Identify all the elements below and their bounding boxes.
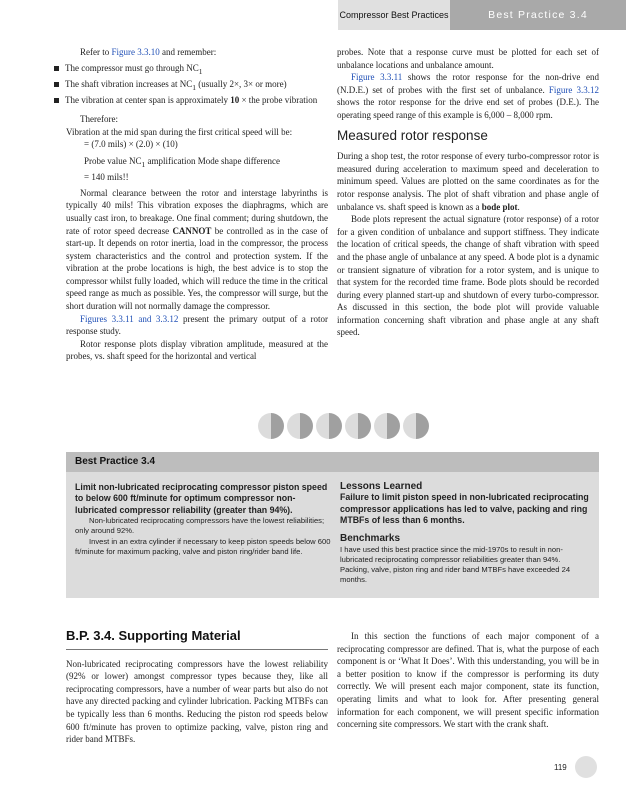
supporting-left [66, 630, 328, 746]
figure-link[interactable]: Figure 3.3.10 [111, 47, 160, 57]
equation-1: = (7.0 mils) × (2.0) × (10) [84, 139, 178, 150]
half-circle-icon [258, 413, 284, 439]
left-column [66, 46, 328, 363]
section-divider-dots [258, 413, 429, 439]
figure-link[interactable]: Figure 3.3.12 [548, 84, 599, 95]
bullet-square-icon [54, 98, 59, 103]
equation-labels: Probe value $NC_1$ amplification Mode shape difference [84, 155, 281, 169]
half-circle-icon [287, 413, 313, 439]
lessons-learned-title: Lessons Learned [340, 481, 423, 492]
supporting-right [337, 630, 599, 731]
page-number: 119 [554, 756, 604, 778]
figure-link[interactable]: Figure 3.3.11 [351, 72, 403, 83]
running-header-badge: Best Practice 3.4 [450, 0, 626, 30]
paragraph-probes: probes. Note that a response curve must be plotted for each set of unbalance locations and unbalance amount. [337, 47, 599, 70]
bullet-item: The shaft vibration increases at $NC_1$ (usually 2×, 3× or more) [54, 78, 328, 94]
heading-rule [66, 649, 328, 650]
section-heading: Measured rotor response [337, 127, 488, 143]
paragraph-rotor-response: Rotor response plots display vibration amplitude, measured at the probes, vs. shaft speed for the horizontal and vertical [66, 338, 328, 362]
benchmarks-title: Benchmarks [340, 533, 401, 545]
half-circle-icon [374, 413, 400, 439]
right-column [337, 46, 599, 339]
running-header-section: Compressor Best Practices [338, 0, 450, 30]
best-practice-left [75, 482, 333, 557]
intro-line: Refer to Figure 3.3.10 and remember: [80, 47, 217, 57]
half-circle-icon [316, 413, 342, 439]
supporting-left-text: Non-lubricated reciprocating compressors have the lowest reliability (92% or lower) amongst compressor types because they, like all reciprocating compressors, have a number of wear parts but also do not have any directed packing and cylinder lubrication. Packing MTBFs can be typically less than 6 months. Reducing the piston rod speeds below 600 ft/minute has proven to optimize packing, valve, piston ring and rider band MTBFs. [66, 658, 328, 745]
lessons-learned-text: Failure to limit piston speed in non-lubricated reciprocating compressor applications has led to valve, packing and ring MTBFs of less than 6 months. [340, 492, 589, 526]
best-practice-para: Non-lubricated reciprocating compressors have the lowest reliabilities; only around 92%. [75, 516, 325, 536]
half-circle-icon [345, 413, 371, 439]
benchmarks-text: I have used this best practice since the mid-1970s to result in non-lubricated reciprocating compressor reliabilities greater than 94%. Packing, valve, piston ring and rider band MTBFs have exceeded 24 months. [340, 544, 571, 585]
supporting-right-text: In this section the functions of each major component of a reciprocating compressor are defined. That is, what the purpose of each component is or ‘What It Does’. With this understanding, you will be in a better position to know if the compressor is performing its duty correctly. We will present each major component, state its function, operating limits and what to look for. After presenting general information for each component, we will present specific information concerning site compressors. We start with the crank shaft. [337, 631, 599, 730]
paragraph-shop-test: During a shop test, the rotor response of every turbo-compressor rotor is measured during acceleration to maximum speed and deceleration to minimum speed. Values are plotted on the same coordinates as for the rotor response analysis. The plot of shaft vibration and phase angle of unbalance vs. shaft speed is known as a bode plot. [337, 151, 599, 212]
equation-2: = 140 mils!! [84, 172, 129, 183]
page-circle-icon [575, 756, 597, 778]
best-practice-title: Best Practice 3.4 [66, 452, 599, 472]
bullet-item: The compressor must go through $NC_1$ [54, 62, 328, 78]
therefore-line: Therefore: [80, 113, 118, 124]
half-circle-icon [403, 413, 429, 439]
vibration-statement: Vibration at the mid span during the first critical speed will be: [66, 126, 293, 137]
best-practice-right [340, 482, 590, 585]
paragraph-clearance: Normal clearance between the rotor and interstage labyrinths is typically 40 mils! This vibration exposes the diaphragms, which are usually cast iron, to breakage. One final comment; during shutdown, the rate of rotor speed decrease CANNOT be controlled as in the case of start-up. It depends on rotor inertia, load in the compressor, the process system characteristics and the control and protection system. If the vibration at the probe locations is high, the best advice is to stop the compressor whilst fully loaded, which will reduce the time in the critical speed range as much as possible. Yes, the compressor will surge, but the short duration will not normally damage the compressor. [66, 187, 328, 312]
paragraph-bode-plots: Bode plots represent the actual signature (rotor response) of a rotor for a given condition of unbalance and support stiffness. They indicate the location of critical speeds, the change of shaft vibration with speed and the phase angle of unbalance at any speed. A bode plot is a dynamic or transient signature of vibration for a rotor system, and is unique to that system for the recorded time frame. Bode plots should be recorded during every planned start-up and shutdown of every turbo-compressor. As discussed in this section, the bode plot will provide valuable information concerning shaft vibration and phase angle at any shaft speed. [337, 214, 599, 338]
bullet-square-icon [54, 66, 59, 71]
paragraph-figure-response: Figure 3.3.11 shows the rotor response for the non-drive end (N.D.E.) set of probes with the first set of unbalance. Figure 3.3.12 shows the rotor response for the drive end set of probes (D.E.). The operating speed range of this example is 6,000 – 8,000 rpm. [337, 72, 599, 120]
paragraph-figures: Figures 3.3.11 and 3.3.12 present the primary output of a rotor response study. [66, 313, 328, 337]
supporting-heading: B.P. 3.4. Supporting Material [66, 628, 241, 643]
best-practice-box [66, 452, 599, 598]
bullet-item: The vibration at center span is approximately 10 × the probe vibration [54, 94, 328, 107]
bullet-square-icon [54, 82, 59, 87]
figures-link[interactable]: Figures 3.3.11 and 3.3.12 [80, 313, 179, 324]
best-practice-lead: Limit non-lubricated reciprocating compressor piston speed to below 600 ft/minute for optimum compressor non-lubricated compressor reliability (greater than 94%). [75, 482, 328, 515]
best-practice-para: Invest in an extra cylinder if necessary to keep piston speeds below 600 ft/minute for maximum packing, valve and piston ring/rider band life. [75, 536, 331, 556]
